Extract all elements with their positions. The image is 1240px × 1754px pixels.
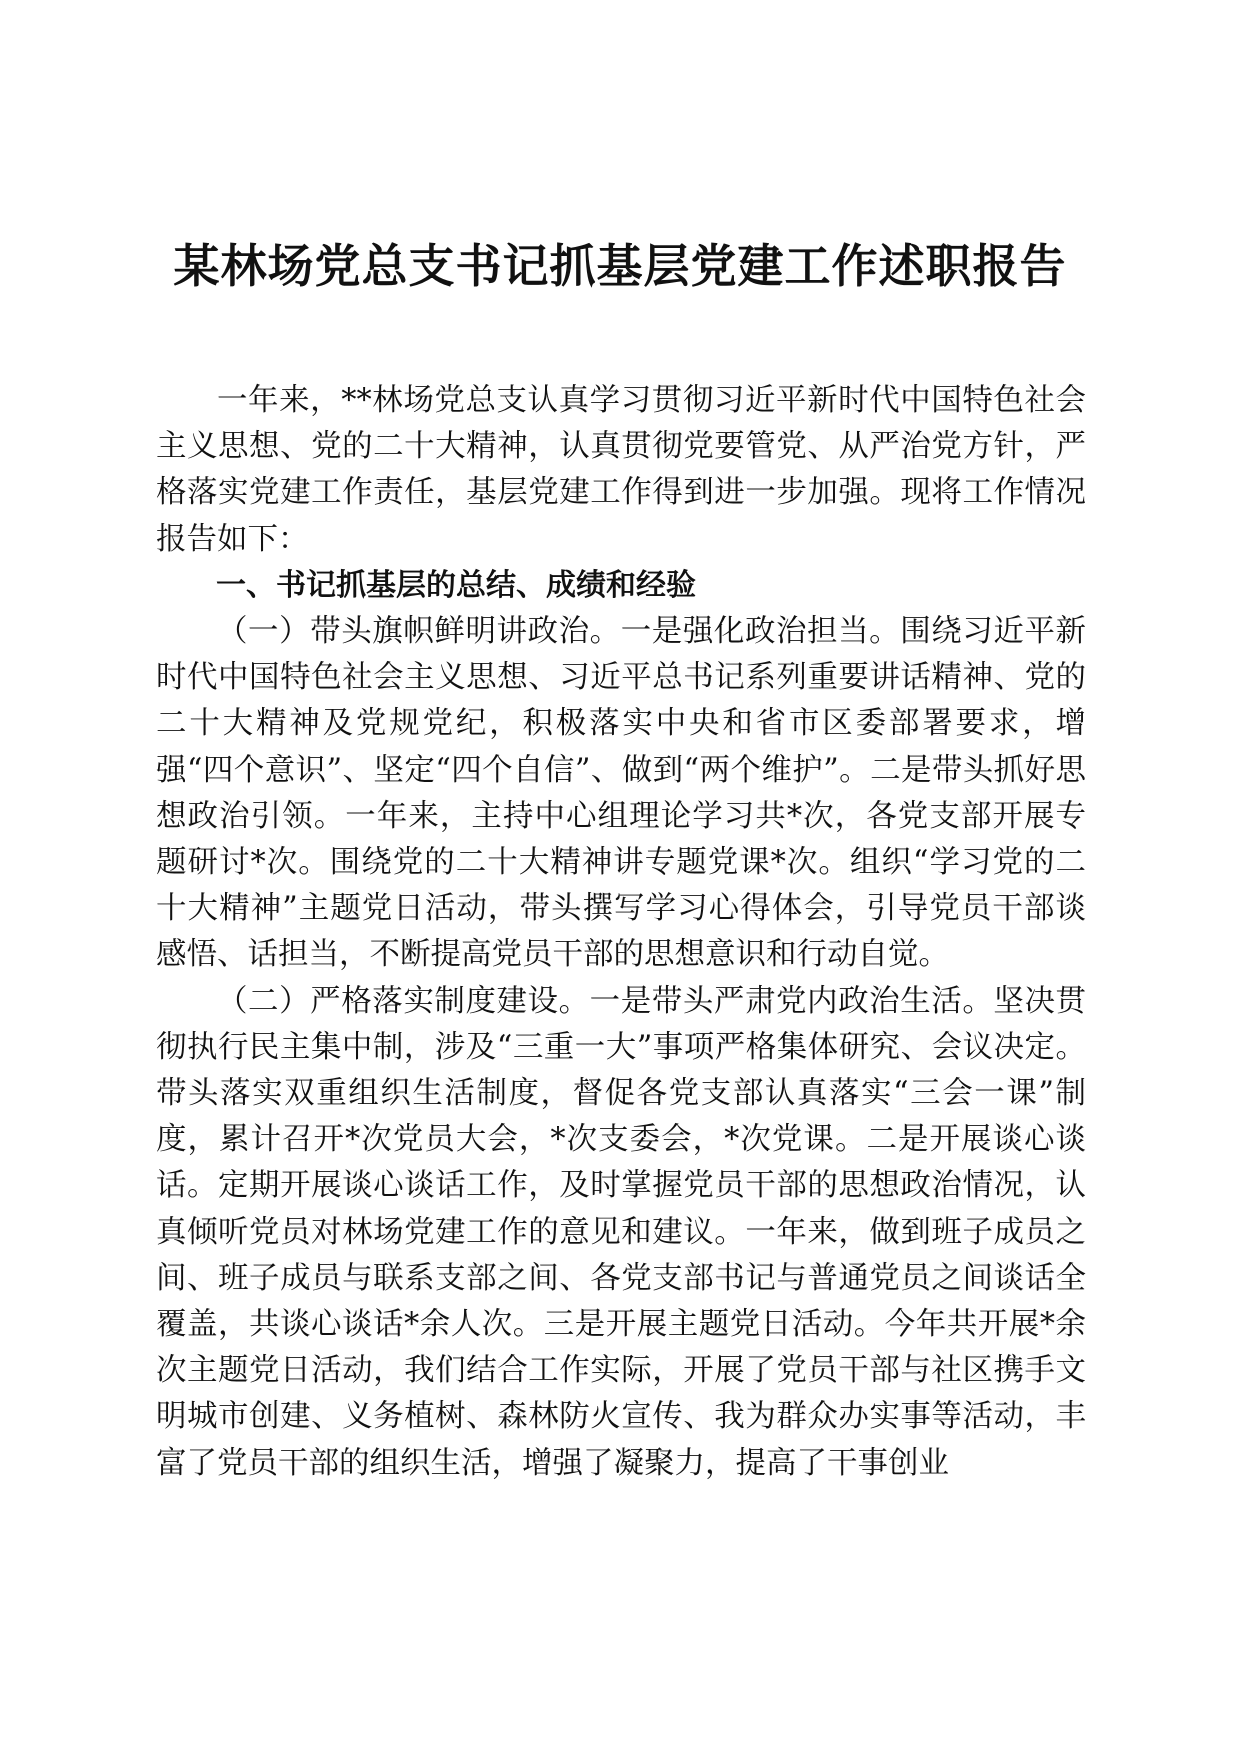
intro-paragraph: 一年来，**林场党总支认真学习贯彻习近平新时代中国特色社会主义思想、党的二十大精神，认真贯彻党要管党、从严治党方针，严格落实党建工作责任，基层党建工作得到进一步加强。现将工作情况报告如下： bbox=[156, 383, 1086, 557]
paragraph-system-building: （二）严格落实制度建设。一是带头严肃党内政治生活。坚决贯彻执行民主集中制，涉及“三重一大”事项严格集体研究、会议决定。带头落实双重组织生活制度，督促各党支部认真落实“三会一课”制度，累计召开*次党员大会，*次支委会，*次党课。二是开展谈心谈话。定期开展谈心谈话工作，及时掌握党员干部的思想政治情况，认真倾听党员对林场党建工作的意见和建议。一年来，做到班子成员之间、班子成员与联系支部之间、各党支部书记与普通党员之间谈话全覆盖，共谈心谈话*余人次。三是开展主题党日活动。今年共开展*余次主题党日活动，我们结合工作实际，开展了党员干部与社区携手文明城市创建、义务植树、森林防火宣传、我为群众办实事等活动，丰富了党员干部的组织生活，增强了凝聚力，提高了干事创业 bbox=[156, 983, 1086, 1481]
document-body bbox=[156, 378, 1086, 1487]
paragraph-politics: （一）带头旗帜鲜明讲政治。一是强化政治担当。围绕习近平新时代中国特色社会主义思想、习近平总书记系列重要讲话精神、党的二十大精神及党规党纪，积极落实中央和省市区委部署要求，增强“四个意识”、坚定“四个自信”、做到“两个维护”。二是带头抓好思想政治引领。一年来，主持中心组理论学习共*次，各党支部开展专题研讨*次。围绕党的二十大精神讲专题党课*次。组织“学习党的二十大精神”主题党日活动，带头撰写学习心得体会，引导党员干部谈感悟、话担当，不断提高党员干部的思想意识和行动自觉。 bbox=[156, 614, 1086, 973]
section-heading: 一、书记抓基层的总结、成绩和经验 bbox=[216, 567, 696, 603]
document-title: 某林场党总支书记抓基层党建工作述职报告 bbox=[173, 239, 1067, 293]
